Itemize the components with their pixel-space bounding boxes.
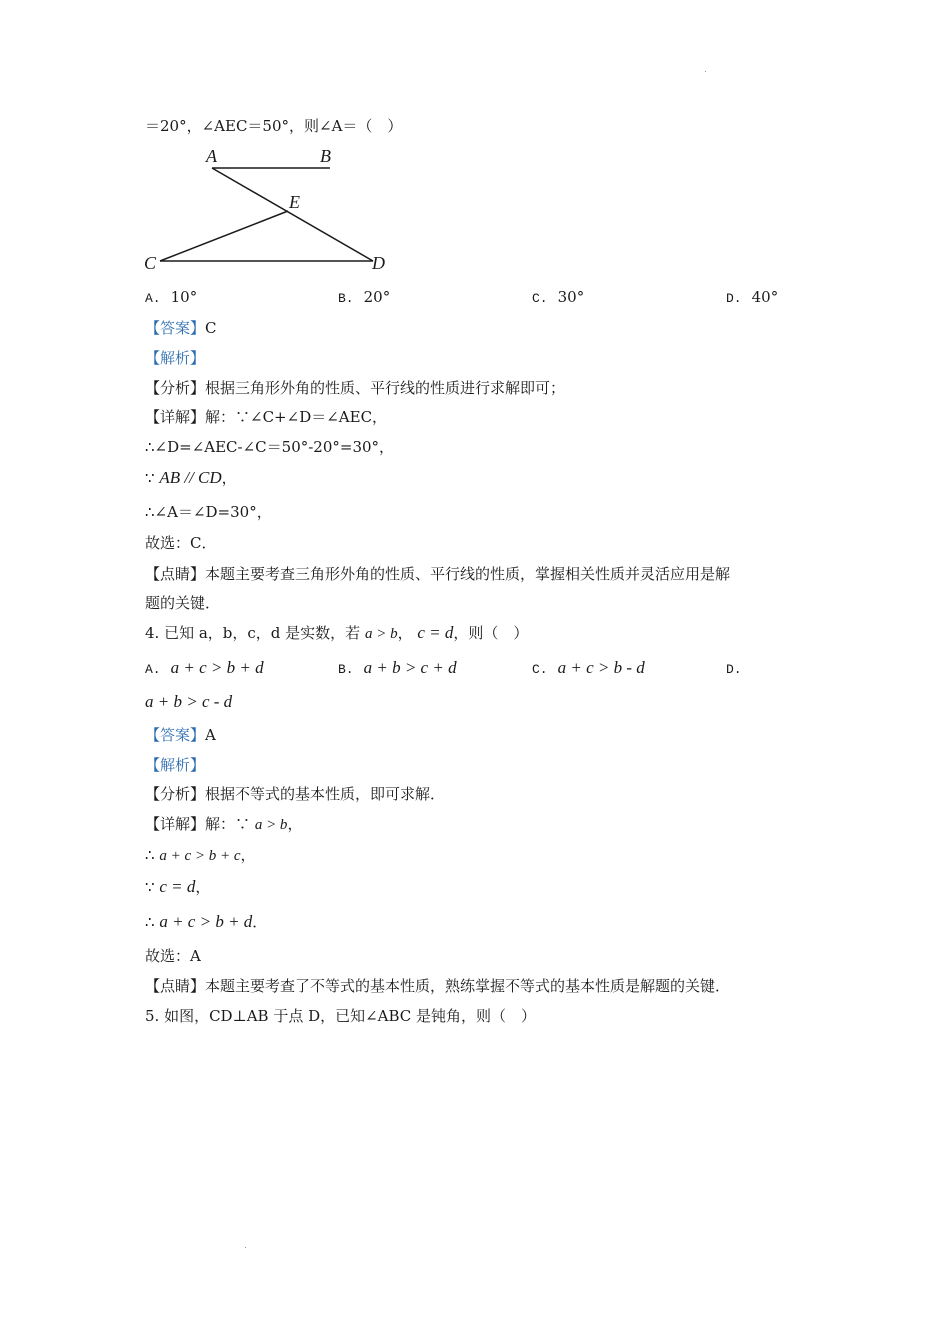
step-math: a + c > b + d [159,912,253,931]
fenxi-tag: 【分析】 [145,785,206,803]
q3-answer [145,318,217,338]
fenxi-text: 根据三角形外角的性质、平行线的性质进行求解即可； [205,379,566,397]
punctuation: ， [397,624,413,642]
q4-step-1 [145,845,256,866]
xiangjie-tag: 【详解】 [145,815,206,833]
point-label-a: A [206,146,217,166]
analysis-tag: 【解析】 [145,756,206,774]
step-math: a + c > b + c [159,848,241,864]
punctuation: ， [240,846,256,864]
punctuation: ， [221,469,237,487]
because-symbol: ∵ [145,469,155,487]
xiangjie-text: 解：∵∠C+∠D＝∠AEC， [205,408,388,426]
option-text: 10° [170,288,198,306]
punctuation: ， [195,878,211,896]
answer-value: C [205,319,217,337]
option-letter: C. [532,662,548,677]
q4-stem-tail: ，则（ ） [453,624,529,642]
q4-step-2 [145,877,210,897]
dianjing-tag: 【点睛】 [145,977,206,995]
q4-stem [145,623,528,644]
q4-option-b [338,658,457,680]
option-math: a + b > c + d [363,658,457,677]
q4-analysis-heading [145,755,205,775]
fenxi-text: 根据不等式的基本性质，即可求解． [205,785,446,803]
q3-step-1: ∴∠D=∠AEC-∠C＝50°-20°=30°， [145,438,395,456]
fenxi-tag: 【分析】 [145,379,206,397]
q3-choose: 故选：C． [145,534,217,552]
q4-xiangjie [145,814,302,835]
parallel-statement: AB // CD [159,468,222,487]
option-math: a + c > b + d [170,658,264,677]
option-letter: D. [726,662,742,677]
q3-option-a [145,287,197,309]
therefore-symbol: ∴ [145,913,155,931]
point-label-e: E [289,192,300,212]
page-speck [245,1247,246,1248]
q4-fenxi [145,784,445,804]
q4-dianjing [145,976,730,996]
q3-fenxi [145,378,565,398]
q4-answer [145,725,216,745]
analysis-tag: 【解析】 [145,349,206,367]
answer-tag: 【答案】 [145,319,206,337]
xiangjie-tag: 【详解】 [145,408,206,426]
option-letter: D. [726,291,742,306]
q4-step-3 [145,912,267,932]
option-letter: B. [338,662,354,677]
answer-tag: 【答案】 [145,726,206,744]
answer-value: A [205,726,216,744]
step-math: c = d [159,877,196,896]
q3-xiangjie [145,407,387,427]
q3-analysis-heading [145,348,205,368]
q3-dianjing [145,564,730,584]
punctuation: ． [252,913,268,931]
option-letter: C. [532,291,548,306]
xiangjie-math: a > b [254,817,288,833]
point-label-b: B [320,146,331,166]
q4-option-d-letter [726,658,752,680]
punctuation: ， [287,815,303,833]
option-letter: A. [145,291,161,306]
option-text: 30° [557,288,585,306]
dianjing-text: 本题主要考查了不等式的基本性质，熟练掌握不等式的基本性质是解题的关键． [205,977,731,995]
q3-option-d [726,287,778,309]
q4-option-d [145,692,232,712]
q3-dianjing-cont: 题的关键． [145,594,221,612]
dianjing-tag: 【点睛】 [145,565,206,583]
q4-option-c [532,658,645,680]
dianjing-text: 本题主要考查三角形外角的性质、平行线的性质，掌握相关性质并灵活应用是解 [205,565,731,583]
q4-choose: 故选：A [145,947,201,965]
option-math: a + b > c - d [145,692,233,711]
option-text: 40° [751,288,779,306]
because-symbol: ∵ [145,878,155,896]
q3-step-2 [145,468,237,488]
q4-stem-text: 4. 已知 a，b，c，d 是实数，若 [145,624,361,642]
q3-option-c [532,287,584,309]
q3-stem-tail: ＝20°，∠AEC＝50°，则∠A＝（ ） [145,117,403,135]
point-label-d: D [372,253,385,273]
q4-option-a [145,658,264,680]
point-label-c: C [144,253,157,273]
q3-option-b [338,287,390,309]
q4-condition-1: a > b [364,626,398,642]
option-math: a + c > b - d [557,658,645,677]
xiangjie-text: 解：∵ [205,815,251,833]
q3-geometry-figure [140,143,400,278]
q4-condition-2: c = d [417,623,454,642]
option-letter: B. [338,291,354,306]
page-speck [705,71,706,72]
option-letter: A. [145,662,161,677]
option-text: 20° [363,288,391,306]
q3-step-3: ∴∠A＝∠D=30°， [145,503,272,521]
therefore-symbol: ∴ [145,846,155,864]
q5-stem: 5. 如图，CD⊥AB 于点 D，已知∠ABC 是钝角，则（ ） [145,1007,537,1025]
